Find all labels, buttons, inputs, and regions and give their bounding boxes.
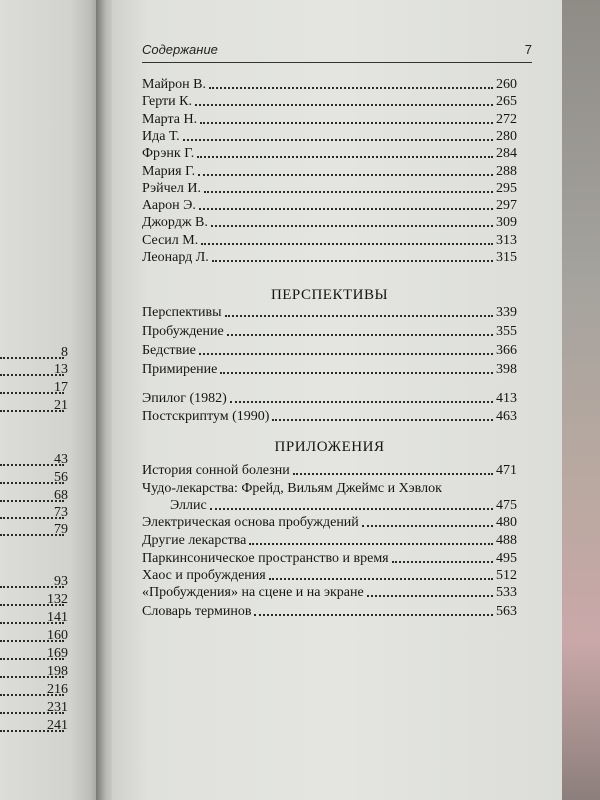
dot-leader [200,122,493,124]
left-page-number: 79 [54,522,68,537]
background-surface [560,0,600,800]
toc-entry-appendix[interactable] [142,603,517,620]
toc-entry-page: 272 [496,111,517,127]
dot-leader [183,139,493,141]
running-head [142,40,532,63]
left-page-number: 13 [54,362,68,377]
toc-entry-label: Постскриптум (1990) [142,408,270,424]
toc-entry-page: 265 [496,94,517,110]
toc-entry-page: 475 [496,498,517,513]
left-page-number: 17 [54,380,68,395]
left-page-number: 43 [54,452,68,467]
toc-entry-page: 413 [496,391,517,406]
toc-entry-label-line2: Эллис [170,498,207,513]
left-page-number: 68 [54,488,68,503]
dot-leader [227,334,493,336]
left-page-number: 8 [61,345,68,360]
dot-leader [199,208,493,210]
section-heading-perspectives: ПЕРСПЕКТИВЫ [270,287,389,303]
left-page-number: 132 [47,592,68,607]
toc-entry-label-line1: Чудо-лекарства: Фрейд, Вильям Джеймс и Хэвлок [142,481,442,496]
toc-entry-label: Герти К. [142,94,193,110]
toc-entry-case[interactable] [142,180,517,197]
toc-entry-label: Леонард Л. [142,250,209,265]
toc-entry-label: Мария Г. [142,163,196,179]
toc-entry-page: 471 [496,463,517,478]
toc-entry-page: 398 [496,362,517,377]
dot-leader [249,543,493,545]
toc-entry-case[interactable] [142,214,517,231]
toc-entry-page: 295 [496,180,517,196]
toc-entry-page: 339 [496,305,517,320]
dot-leader [392,561,493,563]
toc-entry-case[interactable] [142,111,517,128]
toc-entry-page: 512 [496,568,517,583]
toc-entry-appendix[interactable] [142,514,517,531]
toc-entry-page: 280 [496,128,517,144]
left-page [0,0,100,800]
toc-entry-label: Рэйчел И. [142,180,201,196]
toc-entry-case[interactable] [142,76,517,93]
toc-entry-label: Бедствие [142,343,196,358]
toc-entry-appendix[interactable] [142,480,517,514]
toc-entry-appendix[interactable] [142,462,517,479]
toc-entry-label: История сонной болезни [142,463,290,478]
left-page-number: 160 [47,628,68,643]
toc-entry-case[interactable] [142,232,517,249]
dot-leader [209,87,493,89]
toc-entry-case[interactable] [142,163,517,180]
running-head-page-number: 7 [524,42,532,57]
section-heading-appendices: ПРИЛОЖЕНИЯ [274,439,385,455]
left-page-number: 231 [47,700,68,715]
toc-entry-label: Словарь терминов [142,604,252,619]
toc-entry-page: 533 [496,585,517,600]
toc-entry-label: Другие лекарства [142,533,247,548]
toc-entry-perspectives[interactable] [142,342,517,359]
toc-entry-case[interactable] [142,249,517,266]
dot-leader [198,174,493,176]
toc-entry-page: 463 [496,408,517,424]
toc-entry-appendix[interactable] [142,550,517,567]
toc-entry-label: Марта Н. [142,111,198,127]
toc-entry-appendix[interactable] [142,532,517,549]
toc-entry-label: Майрон В. [142,77,206,92]
toc-entry-label: Пробуждение [142,324,224,339]
toc-entry-page: 315 [496,250,517,265]
toc-entry-page: 260 [496,77,517,92]
left-page-number: 93 [54,574,68,589]
dot-leader [201,243,493,245]
toc-entry-perspectives[interactable] [142,323,517,340]
toc-entry-label: Паркинсоническое пространство и время [142,551,389,566]
dot-leader [225,315,494,317]
toc-entry-label: Сесил М. [142,232,199,248]
toc-entry-label: Электрическая основа пробуждений [142,515,359,530]
left-page-number: 141 [47,610,68,625]
dot-leader [362,525,493,527]
left-page-number: 56 [54,470,68,485]
left-page-number: 169 [47,646,68,661]
toc-entry-case[interactable] [142,145,517,162]
contents-page [112,0,562,800]
toc-entry-page: 313 [496,232,517,248]
toc-entry-page: 480 [496,515,517,530]
toc-entry-page: 284 [496,146,517,162]
toc-entry-label: Примирение [142,362,218,377]
toc-entry-case[interactable] [142,93,517,110]
toc-entry-appendix[interactable] [142,567,517,584]
toc-entry-page: 297 [496,198,517,214]
dot-leader [199,353,493,355]
toc-entry-perspectives[interactable] [142,361,517,378]
dot-leader [220,372,493,374]
dot-leader [269,578,493,580]
toc-entry-page: 355 [496,324,517,339]
toc-entry-case[interactable] [142,197,517,214]
dot-leader [210,508,493,510]
left-page-number: 198 [47,664,68,679]
toc-entry-page: 309 [496,215,517,231]
dot-leader [197,156,493,158]
left-page-number: 216 [47,682,68,697]
dot-leader [211,225,493,227]
toc-entry-label: Аарон Э. [142,198,196,214]
dot-leader [204,191,493,193]
running-head-title: Содержание [142,42,218,57]
toc-entry-label: Ида Т. [142,128,180,144]
toc-entry-case[interactable] [142,128,517,145]
left-page-number: 241 [47,718,68,733]
toc-entry-page: 495 [496,551,517,566]
toc-entry-page: 288 [496,163,517,179]
toc-entry-epilog[interactable] [142,390,517,407]
toc-entry-label: «Пробуждения» на сцене и на экране [142,585,364,600]
toc-entry-perspectives[interactable] [142,304,517,321]
toc-entry-label: Джордж В. [142,215,208,231]
toc-entry-label: Фрэнк Г. [142,146,195,162]
dot-leader [272,419,493,421]
toc-entry-label: Перспективы [142,305,222,320]
dot-leader [212,260,493,262]
toc-entry-appendix[interactable] [142,584,517,601]
left-page-number: 73 [54,505,68,520]
toc-entry-page: 488 [496,533,517,548]
toc-entry-epilog[interactable] [142,408,517,425]
dot-leader [367,595,493,597]
toc-entry-page: 366 [496,343,517,358]
dot-leader [230,401,493,403]
dot-leader [195,104,493,106]
left-page-number: 21 [54,398,68,413]
toc-entry-label: Хаос и пробуждения [142,568,266,583]
dot-leader [254,614,493,616]
left-page-dot-leader [0,357,64,359]
dot-leader [293,473,493,475]
toc-entry-page: 563 [496,604,517,619]
toc-entry-label: Эпилог (1982) [142,391,227,406]
